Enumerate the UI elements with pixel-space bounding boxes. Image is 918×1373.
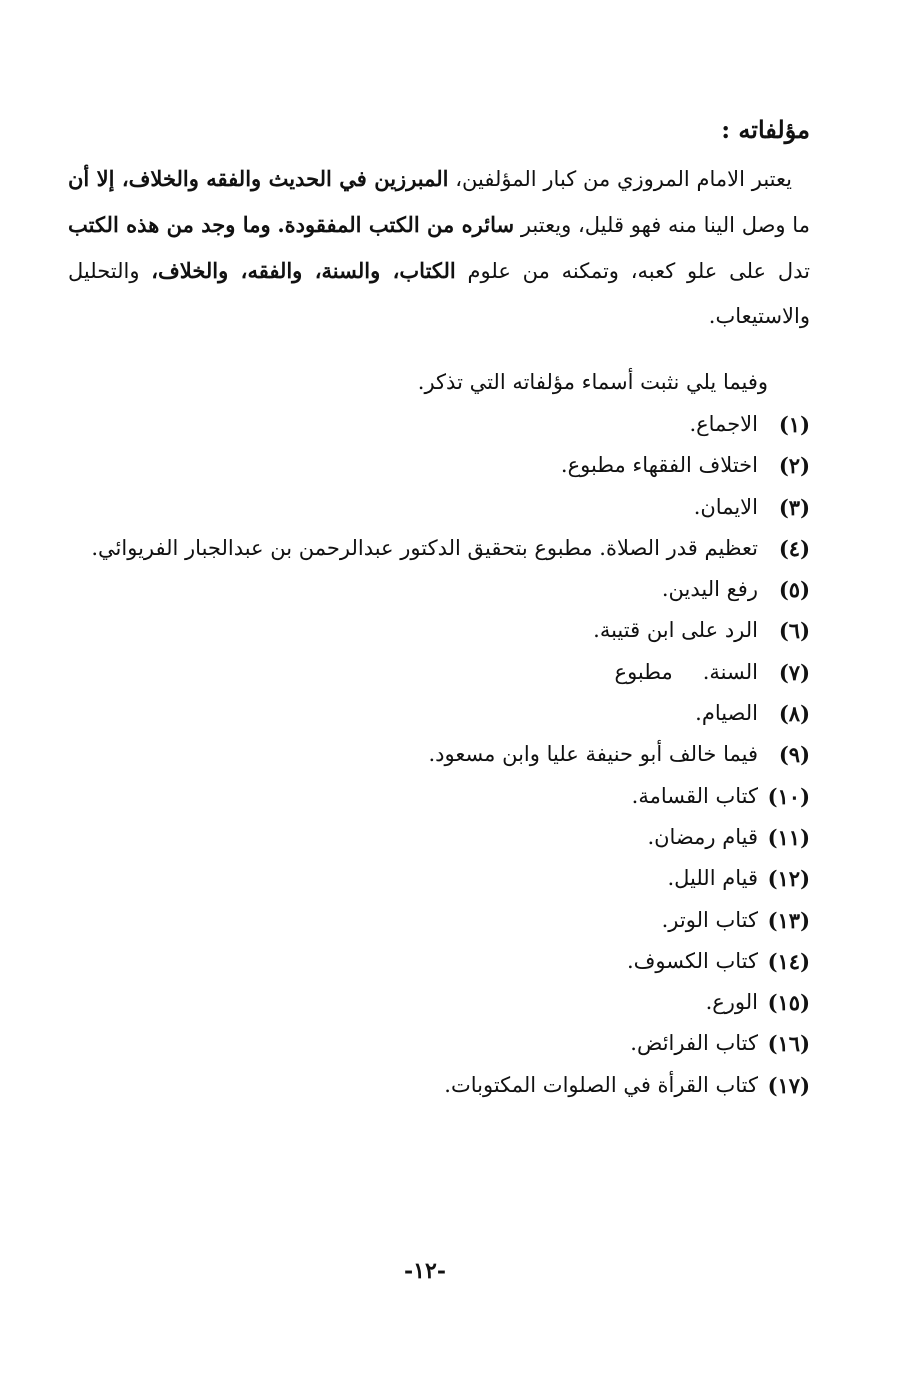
section-heading: مؤلفاته : <box>721 115 810 144</box>
list-intro: وفيما يلي نثبت أسماء مؤلفاته التي تذكر. <box>417 370 768 394</box>
item-title: الصيام. <box>695 701 758 726</box>
item-number: (٤) <box>778 535 810 561</box>
para-text-3: تدل على علو كعبه، وتمكنه من علوم <box>467 259 810 283</box>
item-title: كتاب القسامة. <box>631 783 758 808</box>
item-title: اختلاف الفقهاء مطبوع. <box>560 453 758 478</box>
para-text-4: والتحليل والاستيعاب. <box>68 259 810 328</box>
para-text-2: ما وصل الينا منه فهو قليل، ويعتبر <box>520 213 810 237</box>
list-item <box>60 569 810 610</box>
list-item <box>60 1065 810 1106</box>
item-title: السنة. <box>702 659 758 684</box>
item-title: كتاب القرأة في الصلوات المكتوبات. <box>444 1072 758 1097</box>
item-number: (١٤) <box>767 948 810 974</box>
item-number: (٣) <box>778 494 810 520</box>
item-title: فيما خالف أبو حنيفة عليا وابن مسعود. <box>428 742 758 767</box>
list-item <box>60 858 810 899</box>
item-number: (١٦) <box>767 1031 810 1057</box>
para-bold-2: سائره من الكتب المفقودة. <box>277 212 515 237</box>
list-item <box>60 693 810 734</box>
item-title: كتاب الفرائض. <box>630 1031 758 1056</box>
list-item <box>60 610 810 651</box>
list-item <box>60 652 810 693</box>
list-item <box>60 900 810 941</box>
list-item <box>60 528 810 569</box>
item-number: (٢) <box>778 453 810 479</box>
item-title: الرد على ابن قتيبة. <box>593 618 758 643</box>
item-number: (١٧) <box>767 1072 810 1098</box>
list-item <box>60 487 810 528</box>
para-bold-1: المبرزين في الحديث والفقه والخلاف، إلا أن <box>68 166 449 191</box>
item-title: رفع اليدين. <box>661 577 758 602</box>
para-bold-4: الكتاب، والسنة، والفقه، والخلاف، <box>151 258 456 283</box>
item-title: كتاب الكسوف. <box>626 948 758 973</box>
list-item <box>60 776 810 817</box>
item-number: (٥) <box>778 577 810 603</box>
item-number: (١٣) <box>767 907 810 933</box>
list-item <box>60 941 810 982</box>
list-item <box>60 817 810 858</box>
item-title: الايمان. <box>693 494 758 519</box>
item-number: (٨) <box>778 701 810 727</box>
item-title: تعظيم قدر الصلاة. مطبوع بتحقيق الدكتور عبدالرحمن بن عبدالجبار الفريوائي. <box>91 535 758 560</box>
item-title: قيام الليل. <box>667 866 758 891</box>
intro-paragraph <box>68 156 810 339</box>
item-number: (٧) <box>778 659 810 685</box>
list-item <box>60 1023 810 1064</box>
item-title: الورع. <box>705 990 758 1015</box>
item-note: مطبوع <box>614 659 673 684</box>
list-item <box>60 445 810 486</box>
item-number: (٩) <box>778 742 810 768</box>
list-item <box>60 734 810 775</box>
para-text-1: يعتبر الامام المروزي من كبار المؤلفين، <box>455 167 792 191</box>
item-title: الاجماع. <box>689 412 758 436</box>
page-number: -١٢- <box>404 1258 446 1284</box>
list-item <box>60 404 810 445</box>
item-number: (١٥) <box>767 990 810 1016</box>
para-bold-3: وما وجد من هذه الكتب <box>68 212 271 237</box>
item-title: قيام رمضان. <box>647 824 758 849</box>
item-number: (٦) <box>778 618 810 644</box>
item-number: (١٢) <box>767 866 810 892</box>
works-list <box>60 404 810 1106</box>
item-number: (١٠) <box>767 783 810 809</box>
item-title: كتاب الوتر. <box>661 907 758 932</box>
item-number: (١١) <box>767 824 810 850</box>
list-item <box>60 982 810 1023</box>
item-number: (١) <box>778 412 810 437</box>
